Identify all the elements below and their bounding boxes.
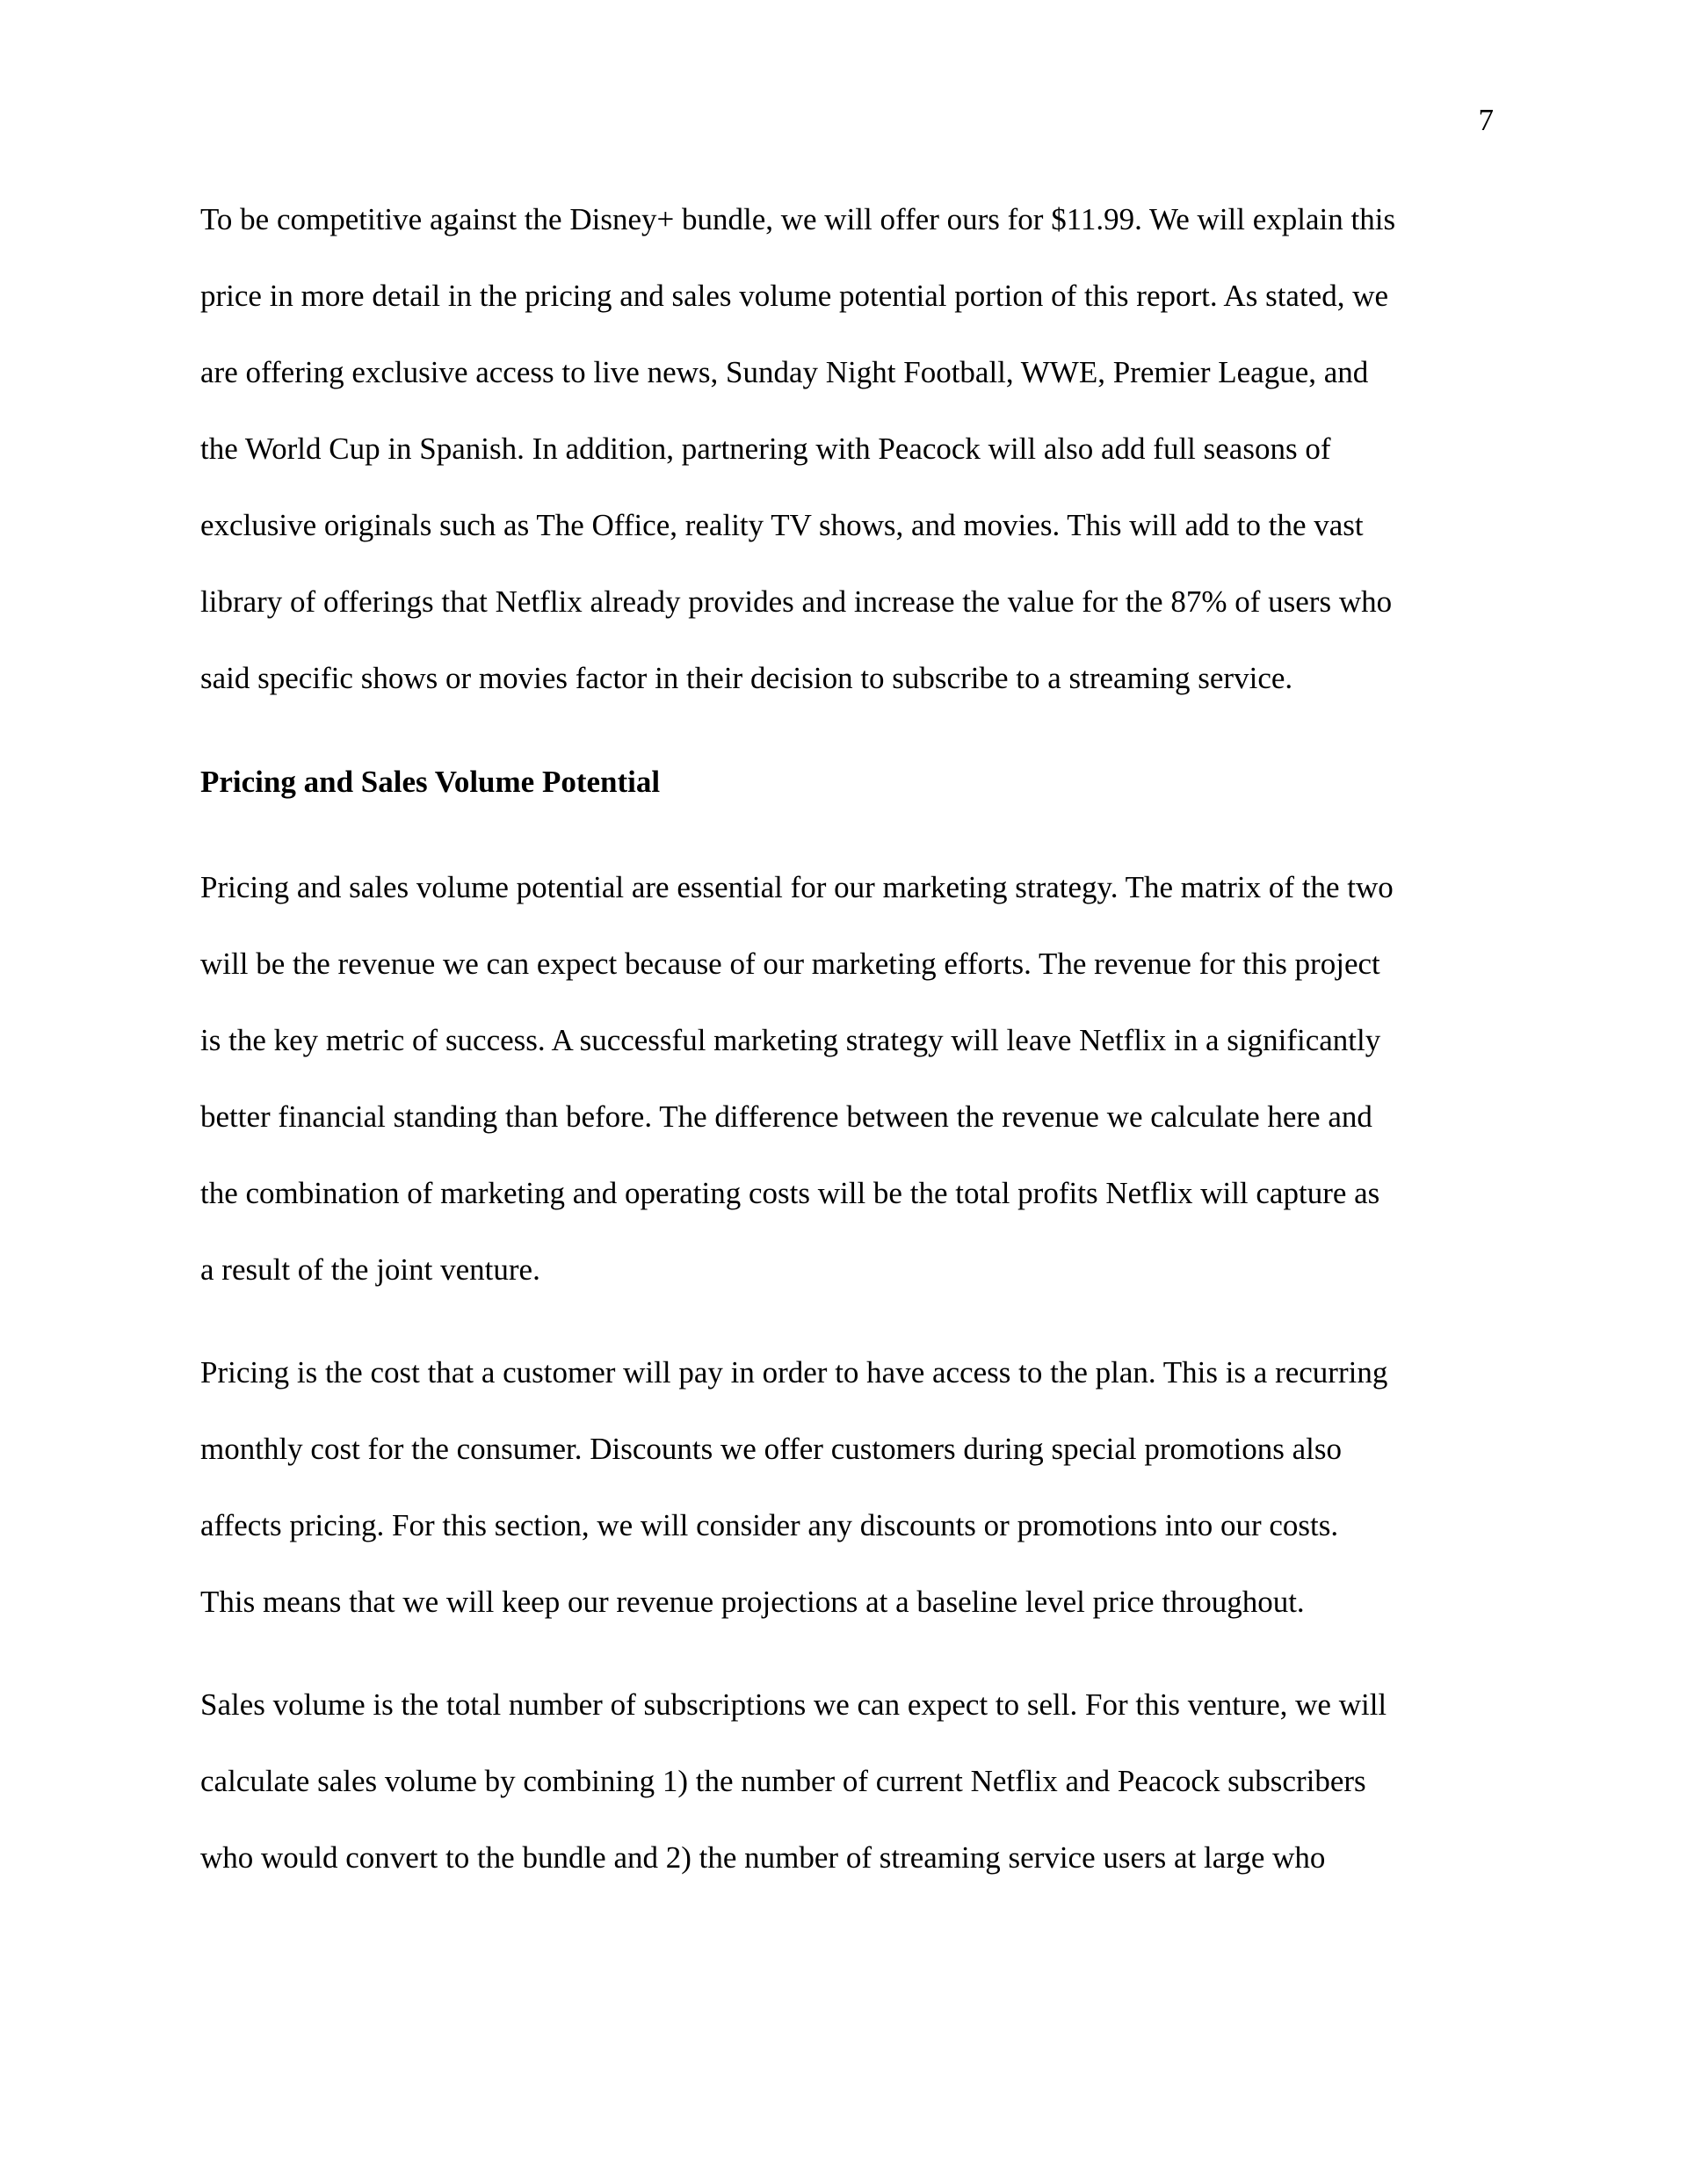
paragraph-line: To be competitive against the Disney+ bundle, we will offer ours for $11.99. We will explain this	[200, 202, 1396, 236]
paragraph-line: library of offerings that Netflix already provides and increase the value for the 87% of users who	[200, 584, 1393, 619]
paragraph-line: affects pricing. For this section, we will consider any discounts or promotions into our costs.	[200, 1508, 1339, 1542]
paragraph-line: exclusive originals such as The Office, reality TV shows, and movies. This will add to the vast	[200, 508, 1364, 542]
paragraph-line: is the key metric of success. A successful marketing strategy will leave Netflix in a significantly	[200, 1023, 1381, 1057]
page-number: 7	[1478, 103, 1494, 137]
paragraph-competitive-pricing	[200, 181, 1501, 716]
paragraph-line: better financial standing than before. The difference between the revenue we calculate here and	[200, 1099, 1372, 1134]
paragraph-line: monthly cost for the consumer. Discounts we offer customers during special promotions also	[200, 1432, 1342, 1466]
paragraph-line: This means that we will keep our revenue projections at a baseline level price throughout.	[200, 1585, 1305, 1619]
paragraph-pricing-definition	[200, 1334, 1501, 1640]
paragraph-line: Sales volume is the total number of subscriptions we can expect to sell. For this venture, we will	[200, 1687, 1387, 1722]
paragraph-line: the combination of marketing and operating costs will be the total profits Netflix will capture as	[200, 1176, 1380, 1210]
paragraph-line: are offering exclusive access to live news, Sunday Night Football, WWE, Premier League, and	[200, 355, 1369, 389]
section-heading: Pricing and Sales Volume Potential	[200, 765, 661, 799]
paragraph-pricing-overview	[200, 849, 1501, 1308]
paragraph-line: price in more detail in the pricing and sales volume potential portion of this report. As stated, we	[200, 279, 1389, 313]
paragraph-line: will be the revenue we can expect because of our marketing efforts. The revenue for this project	[200, 947, 1380, 981]
paragraph-line: Pricing is the cost that a customer will pay in order to have access to the plan. This is a recurring	[200, 1355, 1388, 1389]
paragraph-line: a result of the joint venture.	[200, 1252, 540, 1287]
paragraph-line: the World Cup in Spanish. In addition, partnering with Peacock will also add full seasons of	[200, 432, 1331, 466]
paragraph-line: said specific shows or movies factor in their decision to subscribe to a streaming service.	[200, 661, 1293, 695]
paragraph-line: who would convert to the bundle and 2) the number of streaming service users at large who	[200, 1840, 1326, 1875]
paragraph-sales-volume	[200, 1666, 1501, 1896]
paragraph-line: calculate sales volume by combining 1) the number of current Netflix and Peacock subscribers	[200, 1764, 1366, 1798]
paragraph-line: Pricing and sales volume potential are essential for our marketing strategy. The matrix of the two	[200, 870, 1394, 904]
